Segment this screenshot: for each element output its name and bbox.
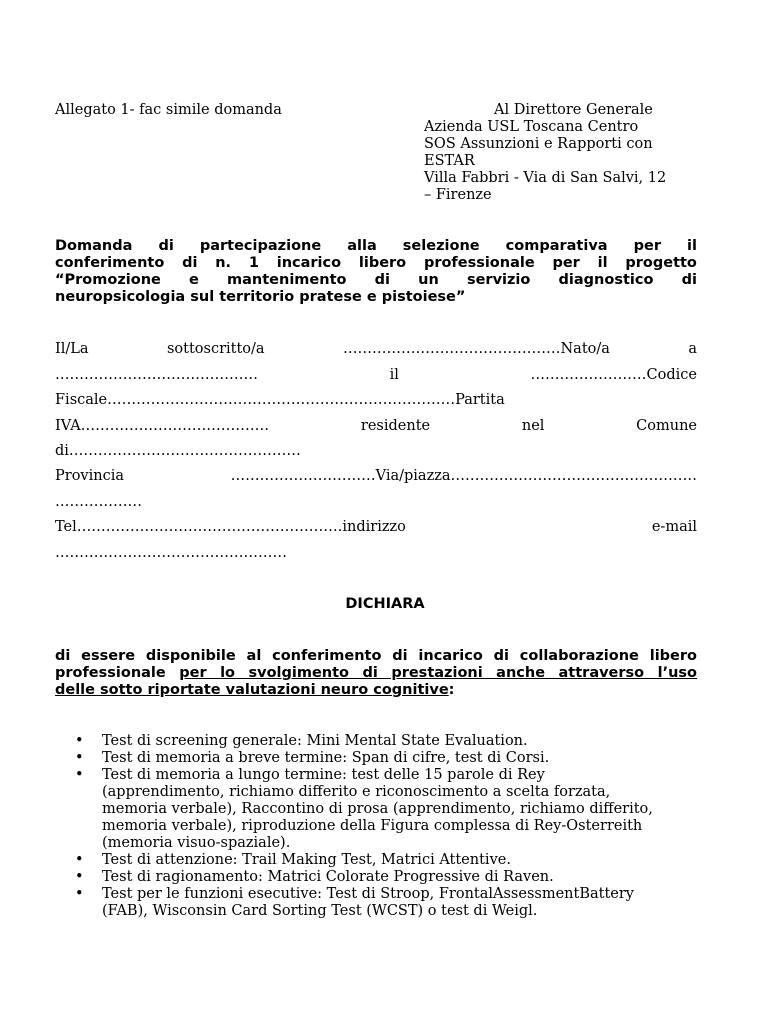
word: il — [597, 255, 608, 271]
list-item — [55, 869, 715, 886]
list-item — [55, 733, 715, 750]
form-line-email — [55, 545, 697, 562]
word: Il/La — [55, 341, 89, 357]
list-item-line: (apprendimento, richiamo differito e riconoscimento a scelta forzata, — [102, 784, 611, 800]
word: incarico — [276, 255, 342, 271]
word: per — [633, 238, 661, 254]
word: diagnostico — [558, 272, 654, 288]
word: progetto — [625, 255, 697, 271]
title-line — [55, 272, 697, 289]
bullet-icon: • — [75, 767, 84, 783]
list-item-line: Test di screening generale: Mini Mental State Evaluation. — [102, 733, 528, 749]
word: “Promozione — [55, 272, 161, 288]
word: ………………………………………… — [55, 545, 287, 561]
list-item — [55, 750, 715, 767]
word: Fiscale………………………………………………………………Partita — [55, 392, 505, 408]
list-item — [55, 852, 715, 869]
declaration-line: di essere disponibile al conferimento di incarico di collaborazione libero — [55, 648, 697, 664]
title-line — [55, 255, 697, 272]
word: sottoscritto/a — [166, 341, 265, 357]
word: ………………………………………Nato/a — [342, 341, 610, 357]
word: Comune — [636, 418, 697, 434]
word: n. — [215, 255, 232, 271]
attachment-label: Allegato 1- fac simile domanda — [55, 102, 282, 118]
word: nel — [521, 418, 545, 434]
word: partecipazione — [199, 238, 322, 254]
recipient-line: ESTAR — [424, 153, 475, 169]
word: di………………………………………… — [55, 443, 301, 459]
word: ……………………Codice — [530, 367, 697, 383]
form-line-fiscal-code — [55, 392, 697, 409]
word: conferimento — [55, 255, 165, 271]
form-line-municipality — [55, 443, 697, 460]
list-item-line: Test di attenzione: Trail Making Test, Matrici Attentive. — [102, 852, 511, 868]
form-line-name — [55, 341, 697, 358]
list-item-line: (FAB), Wisconsin Card Sorting Test (WCST) o test di Weigl. — [102, 903, 538, 919]
list-item-line: memoria verbale), Raccontino di prosa (apprendimento, richiamo differito, — [102, 801, 653, 817]
word: servizio — [466, 272, 531, 288]
declaration-text: : — [448, 682, 455, 698]
word: un — [418, 272, 439, 288]
form-line-address — [55, 468, 697, 485]
recipient-line: Azienda USL Toscana Centro — [424, 119, 639, 135]
declaration-underlined-text: delle sotto riportate valutazioni neuro cognitive — [55, 682, 449, 698]
recipient-line: Villa Fabbri - Via di San Salvi, 12 — [424, 170, 667, 186]
word: Provincia — [55, 468, 124, 484]
list-item-line: Test di memoria a breve termine: Span di cifre, test di Corsi. — [102, 750, 550, 766]
word: professionale — [423, 255, 535, 271]
declaration-text: professionale — [55, 665, 180, 681]
word: Tel……………………………………………….indirizzo — [55, 519, 406, 535]
word: …………………………Via/piazza…………………………………………… — [230, 468, 697, 484]
recipient-line: Al Direttore Generale — [494, 102, 653, 118]
word: Domanda — [55, 238, 133, 254]
word: di — [158, 238, 174, 254]
word: libero — [358, 255, 407, 271]
list-item-line: (memoria visuo-spaziale). — [102, 835, 291, 851]
word: di — [374, 272, 390, 288]
list-item-line: Test per le funzioni esecutive: Test di Stroop, FrontalAssessmentBattery — [102, 886, 634, 902]
test-list — [55, 733, 715, 920]
declaration-underlined-text: per lo svolgimento di prestazioni anche attraverso l’uso — [179, 665, 698, 681]
word: alla — [347, 238, 377, 254]
word: neuropsicologia sul territorio pratese e pistoiese” — [55, 289, 466, 305]
declaration-heading: DICHIARA — [345, 596, 425, 612]
declaration-line — [55, 682, 697, 699]
form-line-vat — [55, 418, 697, 435]
title-line — [55, 289, 697, 306]
word: comparativa — [505, 238, 608, 254]
list-item — [55, 767, 715, 852]
word: e-mail — [651, 519, 697, 535]
word: IVA………………………………… — [55, 418, 270, 434]
list-item-line: Test di memoria a lungo termine: test delle 15 parole di Rey — [102, 767, 545, 783]
form-line-contacts — [55, 519, 697, 536]
bullet-icon: • — [75, 869, 84, 885]
word: di — [681, 272, 697, 288]
word: selezione — [402, 238, 480, 254]
word: …………………………………… — [55, 367, 258, 383]
word: di — [182, 255, 198, 271]
word: mantenimento — [227, 272, 347, 288]
bullet-icon: • — [75, 750, 84, 766]
recipient-line: – Firenze — [424, 187, 492, 203]
word: 1 — [248, 255, 259, 271]
word: ……………… — [55, 494, 142, 510]
word: il — [687, 238, 697, 254]
word: il — [389, 367, 399, 383]
list-item-line: memoria verbale), riproduzione della Figura complessa di Rey-Osterreith — [102, 818, 643, 834]
list-item — [55, 886, 715, 920]
word: per — [552, 255, 580, 271]
bullet-icon: • — [75, 886, 84, 902]
declaration-line — [55, 665, 697, 682]
list-item-line: Test di ragionamento: Matrici Colorate Progressive di Raven. — [102, 869, 554, 885]
form-line-birth — [55, 367, 697, 384]
recipient-line: SOS Assunzioni e Rapporti con — [424, 136, 653, 152]
title-line — [55, 238, 697, 255]
bullet-icon: • — [75, 733, 84, 749]
form-line-address-cont — [55, 494, 697, 511]
word: residente — [360, 418, 431, 434]
word: e — [189, 272, 199, 288]
bullet-icon: • — [75, 852, 84, 868]
word: a — [688, 341, 697, 357]
